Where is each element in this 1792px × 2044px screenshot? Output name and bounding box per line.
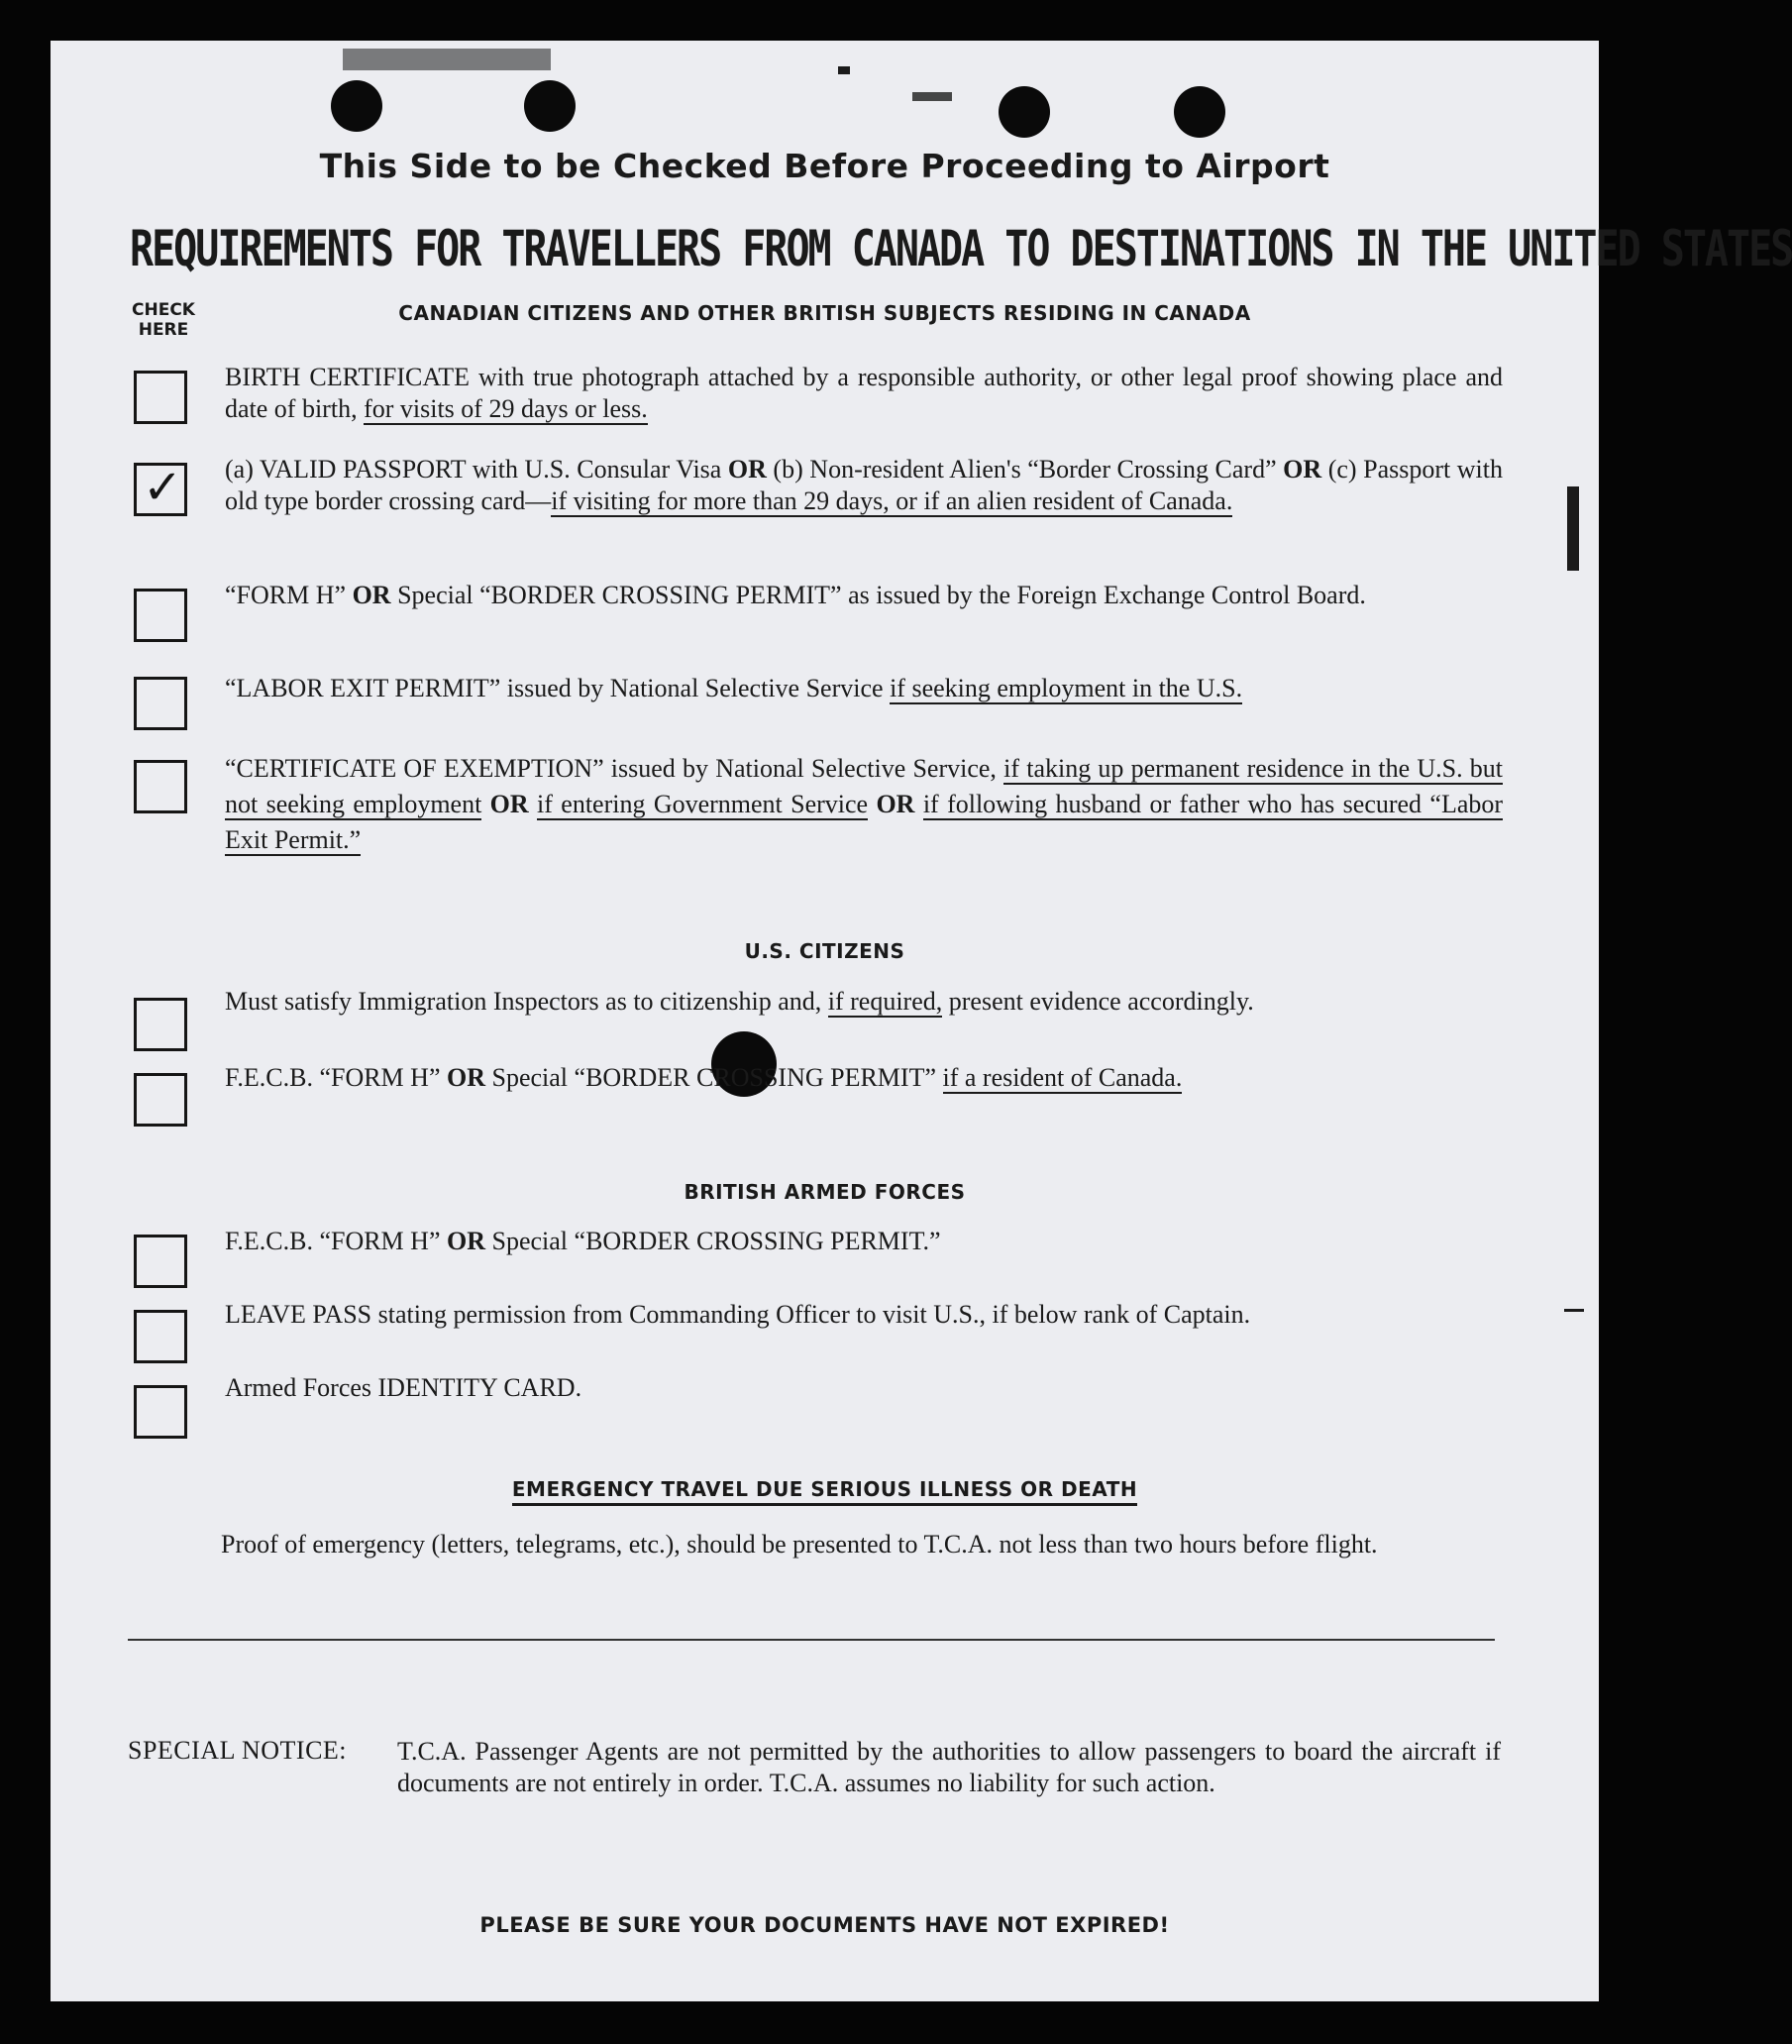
check-label-line: CHECK <box>132 300 195 320</box>
checkbox-valid-passport[interactable] <box>134 460 187 516</box>
item-text: Special “BORDER CROSSING PERMIT.” <box>485 1227 941 1255</box>
section-heading-canadian: CANADIAN CITIZENS AND OTHER BRITISH SUBJECTS RESIDING IN CANADA <box>398 301 1251 325</box>
requirement-us-form-h <box>225 1062 1503 1094</box>
item-text: F.E.C.B. “FORM H” <box>225 1227 447 1255</box>
underlined-condition: for visits of 29 days or less. <box>364 394 648 423</box>
requirement-birth-certificate <box>225 362 1503 425</box>
requirement-forces-form-h <box>225 1226 1503 1257</box>
bold-or: OR <box>1283 455 1322 484</box>
item-text: (a) VALID PASSPORT with U.S. Consular Visa <box>225 455 728 484</box>
requirement-identity-card <box>225 1372 1503 1404</box>
underlined-condition: if taking up permanent residence in the U.S. but not seeking employment <box>225 754 1503 818</box>
bold-or: OR <box>481 790 538 818</box>
checkbox-forces-form-h[interactable] <box>134 1235 187 1288</box>
checkbox-us-form-h[interactable] <box>134 1073 187 1127</box>
checkbox-leave-pass[interactable] <box>134 1310 187 1363</box>
side-title: This Side to be Checked Before Proceeding to Airport <box>319 147 1330 185</box>
bold-or: OR <box>447 1227 485 1255</box>
footer-warning: PLEASE BE SURE YOUR DOCUMENTS HAVE NOT EXPIRED! <box>479 1913 1170 1937</box>
item-text: BIRTH CERTIFICATE with true photograph attached by a responsible authority, or other legal proof showing place and date of birth, <box>225 363 1503 423</box>
main-title: REQUIREMENTS FOR TRAVELLERS FROM CANADA TO DESTINATIONS IN THE UNITED STATES <box>130 221 1792 278</box>
scan-smudge <box>1567 486 1579 571</box>
punch-hole <box>1174 86 1225 138</box>
item-text: F.E.C.B. “FORM H” <box>225 1063 447 1092</box>
check-mark-icon: ✓ <box>143 460 183 515</box>
bold-or: OR <box>868 790 923 818</box>
underlined-condition: if required, <box>827 987 943 1016</box>
checkbox-certificate-of-exemption[interactable] <box>134 760 187 813</box>
bold-or: OR <box>447 1063 485 1092</box>
emergency-text: Proof of emergency (letters, telegrams, etc.), should be presented to T.C.A. not less than two hours before flight. <box>221 1530 1378 1559</box>
scan-smudge <box>1564 1309 1584 1312</box>
requirement-leave-pass <box>225 1299 1503 1331</box>
checkbox-form-h[interactable] <box>134 589 187 642</box>
item-text: “LABOR EXIT PERMIT” issued by National Selective Service <box>225 674 891 702</box>
special-notice-label: SPECIAL NOTICE: <box>128 1736 348 1765</box>
requirement-certificate-of-exemption <box>225 751 1503 858</box>
scan-smudge <box>838 66 850 74</box>
scan-smudge <box>912 92 952 101</box>
checkbox-labor-exit-permit[interactable] <box>134 677 187 730</box>
underlined-condition: if following husband or father who has secured “Labor Exit Permit.” <box>225 790 1504 854</box>
underlined-condition: if visiting for more than 29 days, or if an alien resident of Canada. <box>551 486 1233 515</box>
item-text: LEAVE PASS stating permission from Commanding Officer to visit U.S., if below rank of Captain. <box>225 1300 1251 1329</box>
punch-hole <box>331 80 382 132</box>
section-heading-british-forces: BRITISH ARMED FORCES <box>684 1180 966 1204</box>
punch-hole <box>999 86 1050 138</box>
checkbox-identity-card[interactable] <box>134 1385 187 1439</box>
scan-smudge <box>343 49 551 70</box>
document-page <box>51 41 1792 2001</box>
requirement-satisfy-inspectors <box>225 986 1503 1018</box>
requirement-form-h <box>225 580 1503 611</box>
item-text: present evidence accordingly. <box>942 987 1254 1016</box>
underlined-condition: if a resident of Canada. <box>942 1063 1183 1092</box>
item-text: Must satisfy Immigration Inspectors as to citizenship and, <box>225 987 828 1016</box>
bold-or: OR <box>727 455 767 484</box>
requirement-labor-exit-permit <box>225 673 1503 704</box>
checkbox-birth-certificate[interactable] <box>134 371 187 424</box>
section-heading-emergency <box>51 1477 1599 1501</box>
requirement-valid-passport <box>225 454 1503 517</box>
item-text: (b) Non-resident Alien's “Border Crossing Card” <box>766 455 1284 484</box>
underlined-condition: if entering Government Service <box>537 790 869 818</box>
check-label-line: HERE <box>138 320 189 340</box>
item-text: “FORM H” <box>225 581 353 609</box>
item-text: Special “BORDER CROSSING PERMIT” <box>485 1063 943 1092</box>
punch-hole <box>524 80 576 132</box>
divider-line <box>128 1639 1495 1641</box>
item-text: “CERTIFICATE OF EXEMPTION” issued by National Selective Service, <box>225 754 1004 783</box>
emergency-heading-text: EMERGENCY TRAVEL DUE SERIOUS ILLNESS OR DEATH <box>512 1477 1137 1506</box>
bold-or: OR <box>352 581 391 609</box>
special-notice-text: T.C.A. Passenger Agents are not permitted by the authorities to allow passengers to board the aircraft if documents are not entirely in order. T.C.A. assumes no liability for such action. <box>397 1737 1501 1797</box>
item-text: Special “BORDER CROSSING PERMIT” as issued by the Foreign Exchange Control Board. <box>390 581 1366 609</box>
checkbox-satisfy-inspectors[interactable] <box>134 998 187 1051</box>
item-text: Armed Forces IDENTITY CARD. <box>225 1373 582 1402</box>
section-heading-us-citizens: U.S. CITIZENS <box>744 939 905 963</box>
item-text: (c) Passport with old type border crossing card— <box>225 455 1504 515</box>
underlined-condition: if seeking employment in the U.S. <box>890 674 1243 702</box>
